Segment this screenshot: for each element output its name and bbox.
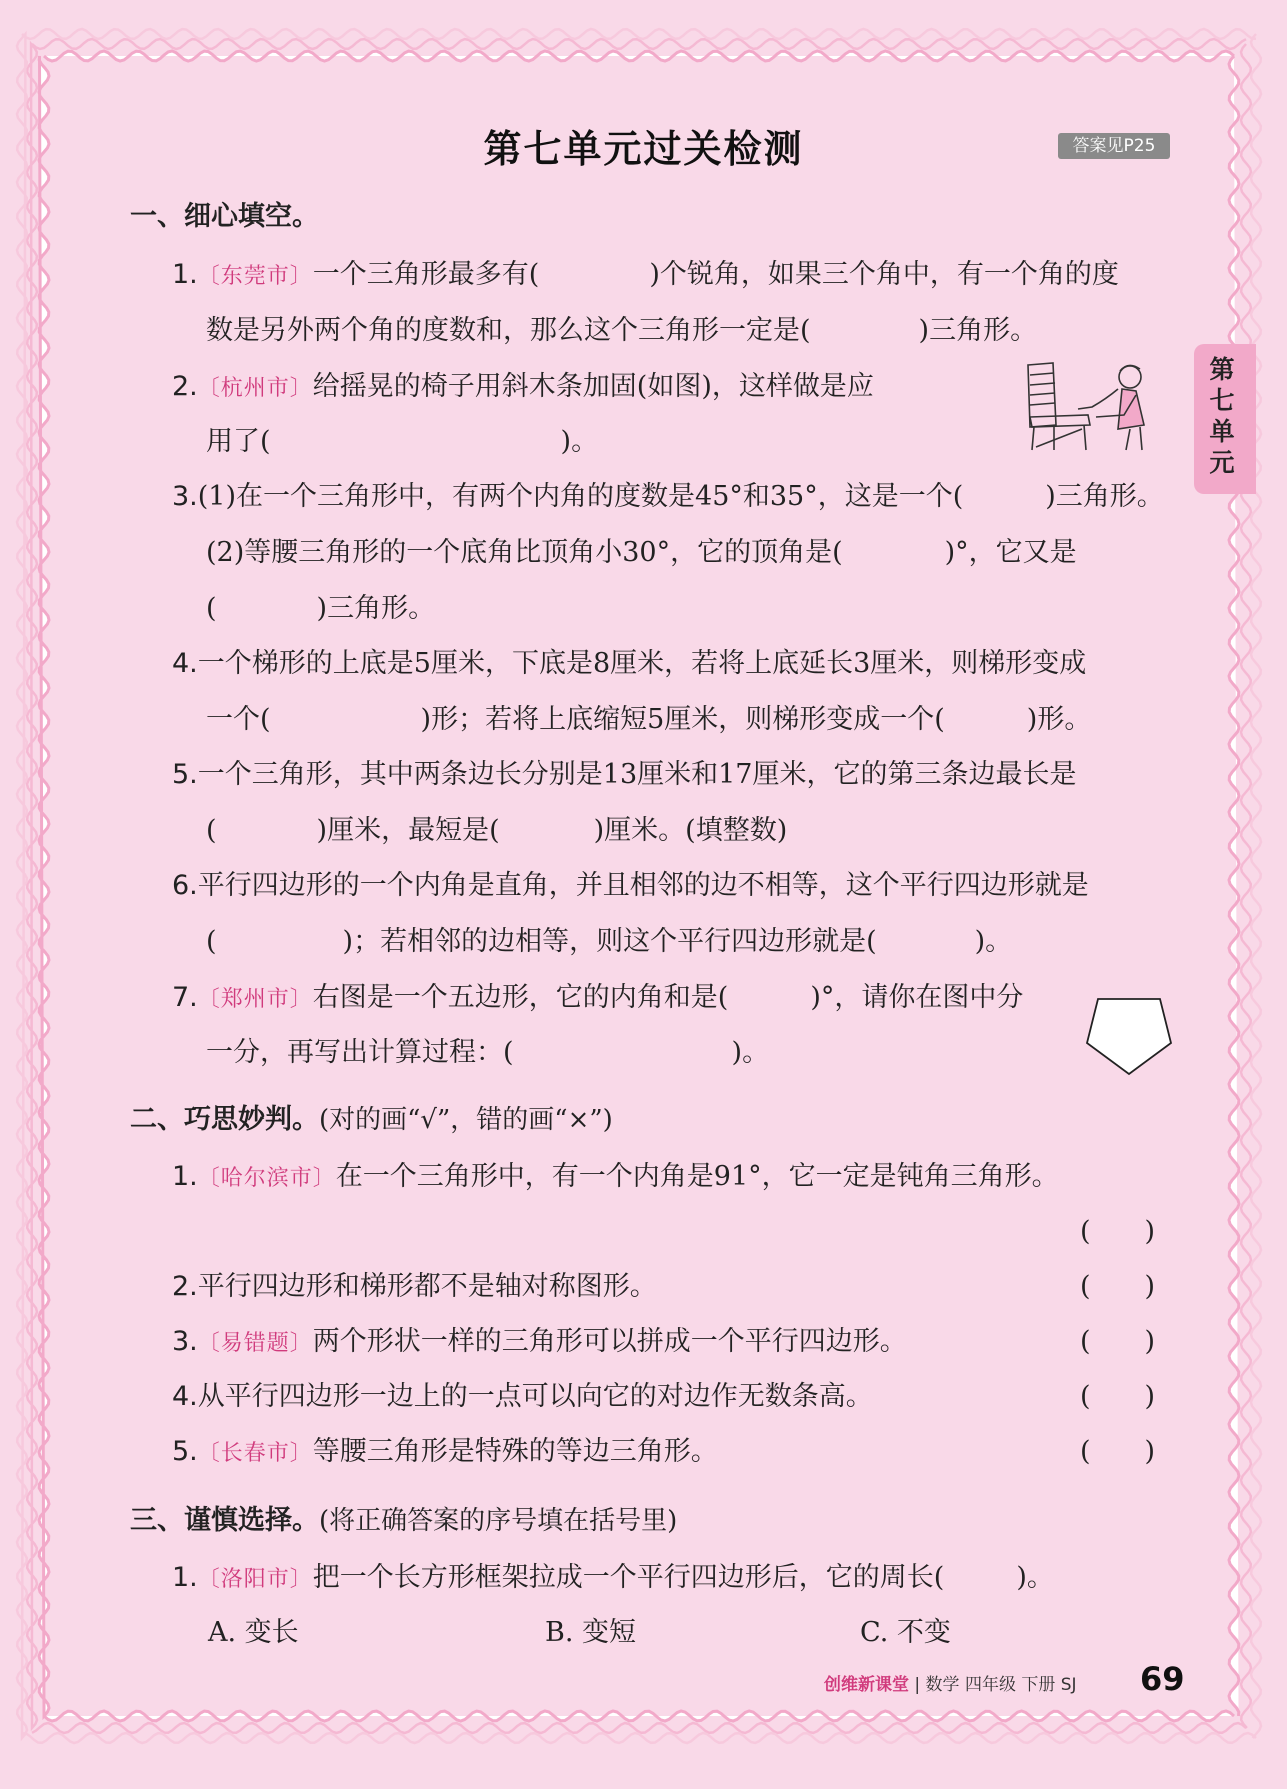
question-text: 一个梯形的上底是5厘米，下底是8厘米，若将上底延长3厘米，则梯形变成 [197,648,1087,679]
question-text: 一个三角形，其中两条边长分别是13厘米和17厘米，它的第三条边最长是 [197,759,1077,790]
s1-q4-line2 [206,703,1091,737]
question-number: 5. [172,1436,198,1467]
s1-q5-line1 [172,758,1076,792]
question-text: )。 [1016,1562,1054,1593]
question-number: 3. [172,481,198,512]
region-tag: 〔东莞市〕 [197,264,313,289]
answer-parentheses[interactable]: ( ) [1080,1271,1156,1302]
s1-q4-line1 [172,647,1086,681]
page-number: 69 [1140,1660,1185,1698]
question-text: ( [206,593,217,624]
judgement-item [172,1435,718,1471]
s1-q2-line1 [172,370,874,406]
answer-parentheses[interactable]: ( ) [1080,1436,1156,1467]
region-tag: 〔杭州市〕 [197,376,313,401]
section2-note: (对的画“√”，错的画“×”) [319,1105,613,1135]
s1-q2-line2 [206,425,598,459]
option-b[interactable]: B. 变短 [545,1617,637,1648]
footer-subject: | 数学 四年级 下册 SJ [914,1675,1077,1695]
s1-q1-line1 [172,258,1119,294]
question-text: )。 [974,926,1013,957]
option-a[interactable]: A. 变长 [208,1617,299,1648]
answer-parentheses[interactable]: ( ) [1080,1326,1156,1357]
question-number: 4. [172,1381,198,1412]
question-number: 2. [172,371,198,402]
judgement-item [172,1380,873,1414]
question-text: 一个( [206,704,271,735]
footer-info [824,1670,1077,1695]
question-number: 3. [172,1326,198,1357]
section3-title: 三、谨慎选择。 [130,1505,319,1536]
question-text: 两个形状一样的三角形可以拼成一个平行四边形。 [312,1326,907,1357]
judgement-item [172,1160,1059,1196]
question-text: )个锐角，如果三个角中，有一个角的度 [649,259,1119,290]
question-text: )形；若将上底缩短5厘米，则梯形变成一个( [420,704,945,735]
region-tag: 〔易错题〕 [197,1331,313,1356]
question-text: )厘米。(填整数) [593,815,788,846]
question-text: (2)等腰三角形的一个底角比顶角小30°，它的顶角是( [206,537,843,568]
s1-q3-line3 [206,592,435,626]
region-tag: 〔郑州市〕 [197,987,313,1012]
option-c[interactable]: C. 不变 [860,1617,951,1648]
pentagon-figure[interactable] [1084,994,1174,1080]
region-tag: 〔洛阳市〕 [197,1567,313,1592]
question-text: 等腰三角形是特殊的等边三角形。 [312,1436,718,1467]
page-title: 第七单元过关检测 [483,127,804,171]
question-text: 从平行四边形一边上的一点可以向它的对边作无数条高。 [197,1381,873,1412]
question-text: 平行四边形的一个内角是直角，并且相邻的边不相等，这个平行四边形就是 [197,870,1089,901]
section2-heading [130,1103,613,1137]
question-text: ( [206,926,217,957]
question-text: )。 [731,1037,770,1068]
question-text: )三角形。 [316,593,436,624]
s1-q3-line1 [172,480,1164,514]
footer-brand: 创维新课堂 [824,1675,909,1695]
question-number: 2. [172,1271,198,1302]
question-number: 1. [172,1562,198,1593]
region-tag: 〔长春市〕 [197,1441,313,1466]
unit-side-tab [1194,344,1256,494]
question-text: )形。 [1026,704,1092,735]
question-text: 数是另外两个角的度数和，那么这个三角形一定是( [206,315,811,346]
unit-side-tab-label: 第 七 单 元 [1209,355,1235,477]
question-text: 平行四边形和梯形都不是轴对称图形。 [197,1271,657,1302]
s1-q7-line2 [206,1036,769,1070]
question-text: ( [206,815,217,846]
s1-q5-line2 [206,814,787,848]
question-text: 给摇晃的椅子用斜木条加固(如图)，这样做是应 [312,371,874,402]
region-tag: 〔哈尔滨市〕 [197,1166,336,1191]
question-text: )°，它又是 [944,537,1077,568]
s1-q7-line1 [172,981,1023,1017]
section1-heading: 一、细心填空。 [130,201,319,232]
question-text: 把一个长方形框架拉成一个平行四边形后，它的周长( [312,1562,945,1593]
judgement-item [172,1325,907,1361]
question-number: 6. [172,870,198,901]
s1-q3-line2 [206,536,1077,570]
answer-parentheses[interactable]: ( ) [1080,1381,1156,1412]
section3-heading [130,1504,677,1538]
question-text: )°，请你在图中分 [810,982,1024,1013]
question-number: 7. [172,982,198,1013]
question-number: 4. [172,648,198,679]
section3-note: (将正确答案的序号填在括号里) [319,1506,678,1536]
chair-illustration [1018,355,1158,455]
answer-parentheses[interactable]: ( ) [1080,1216,1156,1247]
question-text: )三角形。 [918,315,1038,346]
s1-q6-line2 [206,925,1012,959]
question-text: 一个三角形最多有( [312,259,540,290]
question-text: 在一个三角形中，有一个内角是91°，它一定是钝角三角形。 [335,1161,1059,1192]
s1-q6-line1 [172,869,1089,903]
question-text: 一分，再写出计算过程：( [206,1037,514,1068]
s3-q1-line1 [172,1561,1054,1597]
question-text: )。 [560,426,599,457]
s1-q1-line2 [206,314,1037,348]
section2-title: 二、巧思妙判。 [130,1104,319,1135]
question-text: 右图是一个五边形，它的内角和是( [312,982,729,1013]
question-text: )；若相邻的边相等，则这个平行四边形就是( [342,926,877,957]
question-text: 用了( [206,426,271,457]
judgement-item [172,1270,657,1304]
question-text: (1)在一个三角形中，有两个内角的度数是45°和35°，这是一个( [197,481,964,512]
question-text: )厘米，最短是( [316,815,500,846]
question-text: )三角形。 [1045,481,1164,512]
question-number: 5. [172,759,198,790]
question-number: 1. [172,259,198,290]
question-number: 1. [172,1161,198,1192]
answer-reference-badge: 答案见P25 [1058,133,1170,159]
